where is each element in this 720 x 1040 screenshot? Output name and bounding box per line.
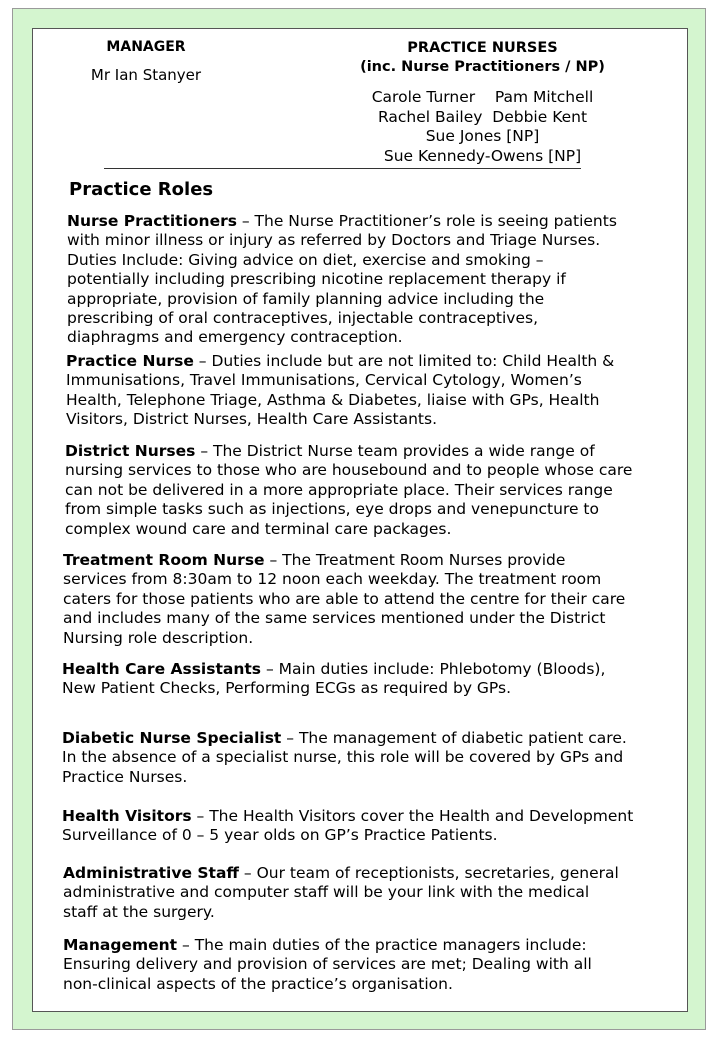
role-name: Health Care Assistants bbox=[62, 660, 262, 678]
practice-nurses-subheading: (inc. Nurse Practitioners / NP) bbox=[360, 59, 605, 75]
role-health-visitors bbox=[62, 807, 637, 846]
role-description: – The Health Visitors cover the Health and Development Surveillance of 0 – 5 year olds on GP’s Practice Patients. bbox=[62, 807, 634, 845]
role-name: District Nurses bbox=[65, 442, 196, 460]
role-administrative-staff bbox=[63, 864, 623, 922]
role-name: Health Visitors bbox=[62, 807, 192, 825]
nurse-names-line: Sue Kennedy-Owens [NP] bbox=[383, 146, 582, 165]
role-name: Practice Nurse bbox=[66, 352, 194, 370]
role-management bbox=[63, 936, 628, 994]
section-title: Practice Roles bbox=[69, 179, 214, 200]
role-name: Treatment Room Nurse bbox=[63, 551, 265, 569]
role-description: – Our team of receptionists, secretaries, general administrative and computer staff will be your link with the medical staff at the surgery. bbox=[63, 864, 619, 921]
role-description: – The Treatment Room Nurses provide services from 8:30am to 12 noon each weekday. The treatment room caters for those patients who are able to attend the centre for their care and includes many of the same services mentioned under the District Nursing role description. bbox=[63, 551, 626, 647]
role-name: Diabetic Nurse Specialist bbox=[62, 729, 282, 747]
role-name: Nurse Practitioners bbox=[67, 212, 237, 230]
nurse-names-line: Rachel Bailey Debbie Kent bbox=[377, 107, 588, 126]
role-description: – Main duties include: Phlebotomy (Bloods), New Patient Checks, Performing ECGs as required by GPs. bbox=[62, 660, 606, 698]
manager-heading: MANAGER bbox=[106, 39, 186, 55]
manager-name: Mr Ian Stanyer bbox=[90, 66, 202, 84]
role-district-nurses bbox=[65, 442, 640, 539]
role-health-care-assistants bbox=[62, 660, 632, 699]
role-description: – The main duties of the practice managers include: Ensuring delivery and provision of services are met; Dealing with all non-clinical aspects of the practice’s organisation. bbox=[63, 936, 592, 993]
header-divider bbox=[104, 168, 581, 169]
role-nurse-practitioners bbox=[67, 212, 627, 348]
manager-block bbox=[56, 38, 236, 85]
nurse-names-line: Sue Jones [NP] bbox=[425, 127, 540, 145]
nurse-names-line: Carole Turner Pam Mitchell bbox=[371, 88, 594, 106]
practice-nurses-block bbox=[330, 39, 635, 166]
role-description: – Duties include but are not limited to: Child Health & Immunisations, Travel Immunisations, Cervical Cytology, Women’s Health, Telephone Triage, Asthma & Diabetes, liaise with GPs, Health Visitors, District Nurses, Health Care Assistants. bbox=[66, 352, 615, 429]
role-diabetic-nurse-specialist bbox=[62, 729, 637, 787]
role-name: Management bbox=[63, 936, 178, 954]
role-name: Administrative Staff bbox=[63, 864, 239, 882]
role-practice-nurse bbox=[66, 352, 641, 430]
role-description: – The management of diabetic patient care. In the absence of a specialist nurse, this role will be covered by GPs and Practice Nurses. bbox=[62, 729, 627, 786]
practice-nurses-names bbox=[330, 88, 635, 166]
role-description: – The District Nurse team provides a wide range of nursing services to those who are housebound and to people whose care can not be delivered in a more appropriate place. Their services range from simple tasks such as injections, eye drops and venepuncture to complex wound care and terminal care packages. bbox=[65, 442, 633, 538]
practice-nurses-heading: PRACTICE NURSES bbox=[407, 40, 558, 56]
role-description: – The Nurse Practitioner’s role is seeing patients with minor illness or injury as referred by Doctors and Triage Nurses. Duties Include: Giving advice on diet, exercise and smoking – potentially including prescribing nicotine replacement therapy if appropriate, provision of family planning advice including the prescribing of oral contraceptives, injectable contraceptives, diaphragms and emergency contraception. bbox=[67, 212, 617, 347]
role-treatment-room-nurse bbox=[63, 551, 628, 648]
